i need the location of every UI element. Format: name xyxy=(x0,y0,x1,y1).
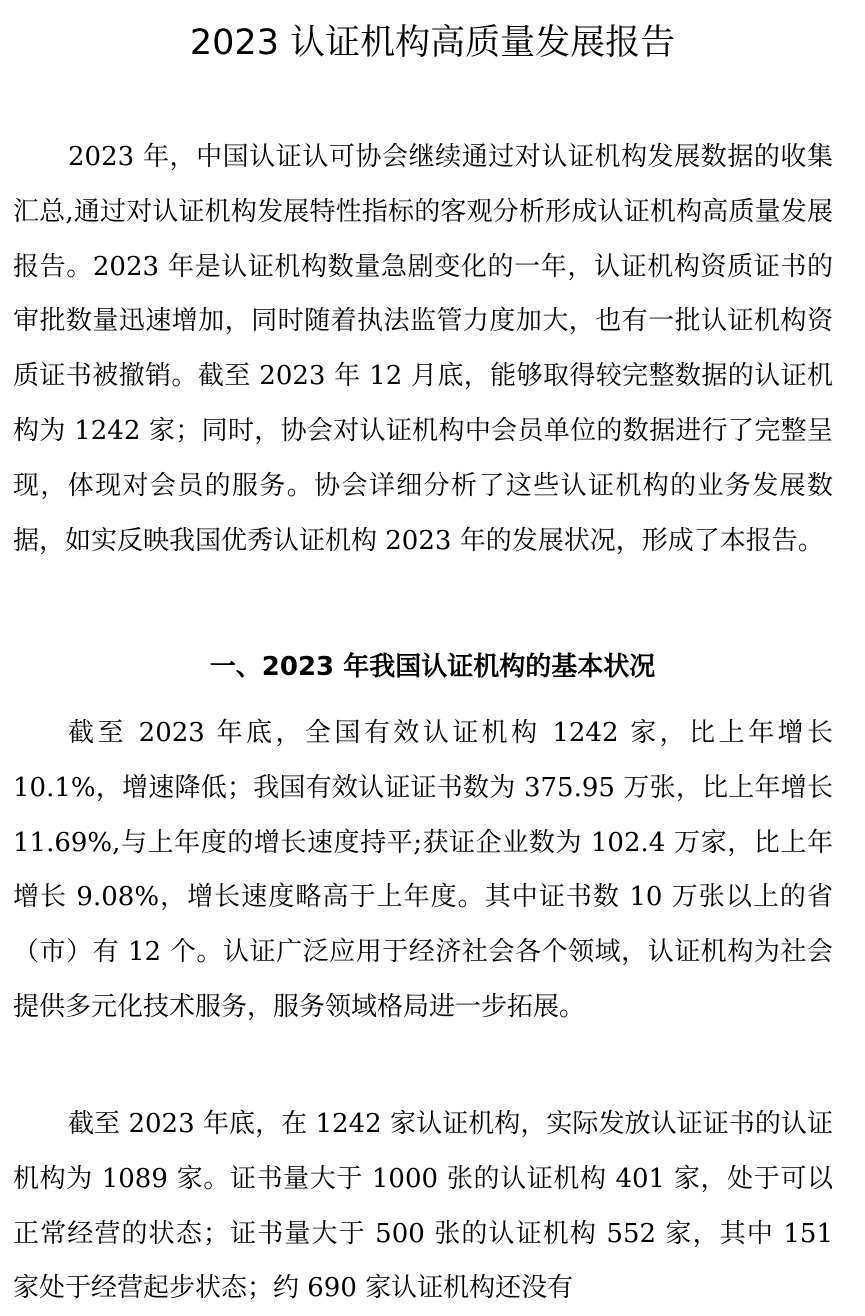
section-heading: 一、2023 年我国认证机构的基本状况 xyxy=(209,652,656,682)
body-paragraph-2: 截至 2023 年底，在 1242 家认证机构，实际发放认证证书的认证机构为 1089 家。证书量大于 1000 张的认证机构 401 家，处于可以正常经营的状态；证书量大于 500 张的认证机构 552 家，其中 151 家处于经营起步状态；约 690 家认证机构还没有 xyxy=(13,1109,833,1304)
document-title: 2023 认证机构高质量发展报告 xyxy=(189,23,676,63)
body-paragraph-1: 截至 2023 年底，全国有效认证机构 1242 家，比上年增长 10.1%，增速降低；我国有效认证证书数为 375.95 万张，比上年增长 11.69%,与上年度的增长速度持平;获证企业数为 102.4 万家，比上年增长 9.08%，增长速度略高于上年度。其中证书数 10 万张以上的省（市）有 12 个。认证广泛应用于经济社会各个领域，认证机构为社会提供多元化技术服务，服务领域格局进一步拓展。 xyxy=(13,718,833,1022)
intro-paragraph: 2023 年，中国认证认可协会继续通过对认证机构发展数据的收集汇总,通过对认证机构发展特性指标的客观分析形成认证机构高质量发展报告。2023 年是认证机构数量急剧变化的一年，认证机构资质证书的审批数量迅速增加，同时随着执法监管力度加大，也有一批认证机构资质证书被撤销。截至 2023 年 12 月底，能够取得较完整数据的认证机构为 1242 家；同时，协会对认证机构中会员单位的数据进行了完整呈现，体现对会员的服务。协会详细分析了这些认证机构的业务发展数据，如实反映我国优秀认证机构 2023 年的发展状况，形成了本报告。 xyxy=(13,142,833,556)
